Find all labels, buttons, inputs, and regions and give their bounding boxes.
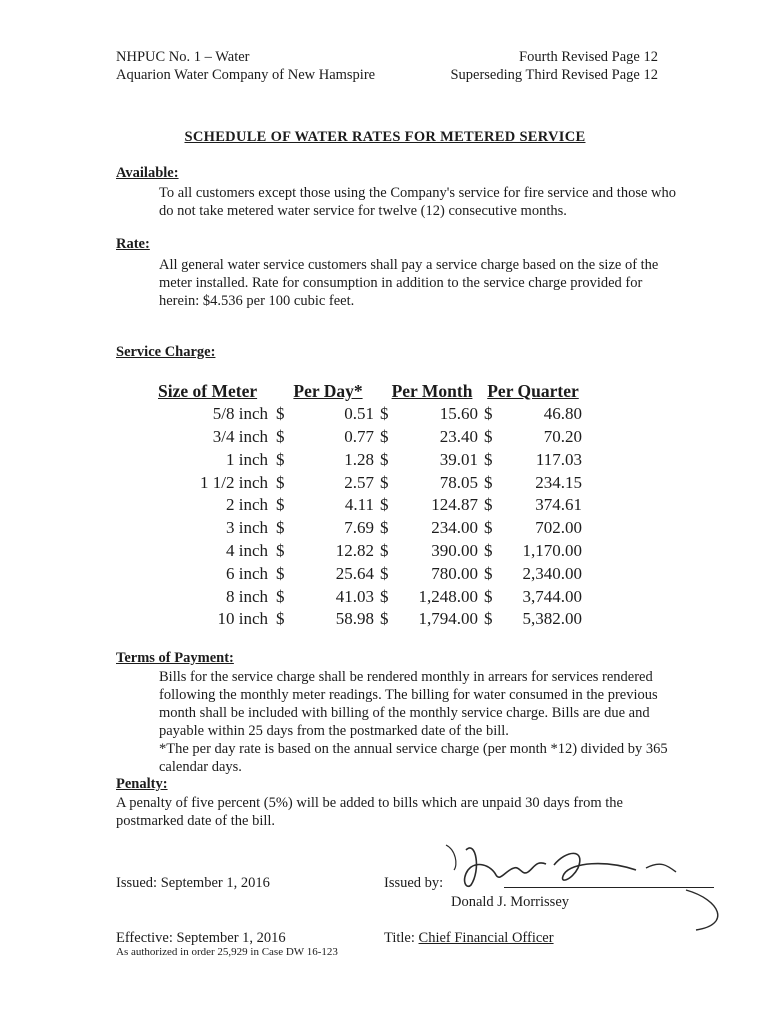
per-day-cell: 0.51 — [344, 404, 374, 424]
currency-symbol: $ — [380, 449, 389, 469]
currency-symbol: $ — [380, 472, 389, 492]
currency-symbol: $ — [276, 404, 285, 424]
currency-symbol: $ — [484, 586, 493, 606]
meter-size-cell: 6 inch — [225, 563, 268, 583]
rate-heading: Rate: — [116, 236, 150, 252]
available-text: To all customers except those using the Company's service for fire service and those who do not take metered water service for twelve (12) consecutive months. — [159, 185, 677, 219]
table-header-row — [158, 380, 582, 403]
currency-symbol: $ — [380, 495, 389, 515]
table-row — [158, 471, 582, 494]
signer-title — [384, 929, 554, 947]
currency-symbol: $ — [484, 472, 493, 492]
meter-size-cell: 1 1/2 inch — [200, 472, 268, 492]
currency-symbol: $ — [380, 586, 389, 606]
penalty-text: A penalty of five percent (5%) will be added to bills which are unpaid 30 days from the postmarked date of the bill. — [116, 795, 623, 829]
currency-symbol: $ — [276, 518, 285, 538]
currency-symbol: $ — [484, 404, 493, 424]
table-row — [158, 562, 582, 585]
table-row — [158, 540, 582, 563]
per-month-cell: 390.00 — [431, 540, 478, 560]
per-day-cell: 0.77 — [344, 426, 374, 446]
currency-symbol: $ — [484, 609, 493, 629]
tariff-number: NHPUC No. 1 – Water — [116, 49, 250, 65]
table-row — [158, 448, 582, 471]
currency-symbol: $ — [484, 518, 493, 538]
meter-size-cell: 5/8 inch — [212, 404, 268, 424]
currency-symbol: $ — [380, 518, 389, 538]
per-month-cell: 1,794.00 — [418, 609, 478, 629]
terms-heading: Terms of Payment: — [116, 650, 234, 666]
currency-symbol: $ — [380, 404, 389, 424]
per-quarter-cell: 374.61 — [535, 495, 582, 515]
currency-symbol: $ — [484, 426, 493, 446]
currency-symbol: $ — [484, 449, 493, 469]
meter-size-cell: 1 inch — [225, 449, 268, 469]
meter-size-cell: 4 inch — [225, 540, 268, 560]
per-quarter-cell: 3,744.00 — [522, 586, 582, 606]
table-body — [158, 403, 582, 631]
authorization-note: As authorized in order 25,929 in Case DW 16-123 — [116, 946, 338, 958]
title-label: Title: — [384, 930, 419, 946]
meter-size-cell: 8 inch — [225, 586, 268, 606]
table-row — [158, 517, 582, 540]
company-name: Aquarion Water Company of New Hamspire — [116, 67, 376, 83]
per-day-cell: 1.28 — [344, 449, 374, 469]
terms-text: Bills for the service charge shall be rendered monthly in arrears for services rendered following the monthly meter readings. The billing for water consumed in the previous month shall be included with billing of the monthly service charge. Bills are due and payable within 25 days from the postmarked date of the bill. *The per day rate is based on the annual service charge (per month *12) divided by 365 calendar days. — [159, 669, 668, 775]
per-quarter-cell: 234.15 — [535, 472, 582, 492]
col-per-month: Per Month — [391, 380, 473, 401]
penalty-heading: Penalty: — [116, 776, 168, 792]
currency-symbol: $ — [484, 495, 493, 515]
available-heading: Available: — [116, 165, 179, 181]
issued-by-label: Issued by: — [384, 875, 444, 891]
currency-symbol: $ — [276, 563, 285, 583]
currency-symbol: $ — [484, 540, 493, 560]
currency-symbol: $ — [276, 472, 285, 492]
currency-symbol: $ — [276, 540, 285, 560]
currency-symbol: $ — [276, 609, 285, 629]
table-row — [158, 403, 582, 426]
per-month-cell: 780.00 — [431, 563, 478, 583]
per-day-cell: 2.57 — [344, 472, 374, 492]
per-quarter-cell: 2,340.00 — [522, 563, 582, 583]
per-quarter-cell: 46.80 — [543, 404, 582, 424]
currency-symbol: $ — [276, 586, 285, 606]
per-quarter-cell: 117.03 — [535, 449, 582, 469]
per-quarter-cell: 1,170.00 — [522, 540, 582, 560]
table-row — [158, 585, 582, 608]
title-value: Chief Financial Officer — [418, 930, 554, 946]
table-row — [158, 608, 582, 631]
rate-text: All general water service customers shall pay a service charge based on the size of the meter installed. Rate for consumption in addition to the service charge provided for herein: $4.536 per 100 cubic feet. — [159, 257, 659, 309]
per-quarter-cell: 70.20 — [543, 426, 582, 446]
effective-date: Effective: September 1, 2016 — [116, 930, 286, 946]
col-size-of-meter: Size of Meter — [158, 380, 258, 401]
per-day-cell: 4.11 — [344, 495, 374, 515]
meter-size-cell: 2 inch — [225, 495, 268, 515]
service-charge-heading: Service Charge: — [116, 344, 216, 360]
currency-symbol: $ — [276, 495, 285, 515]
page-title: SCHEDULE OF WATER RATES FOR METERED SERVICE — [184, 129, 586, 145]
per-month-cell: 1,248.00 — [418, 586, 478, 606]
page-revision: Fourth Revised Page 12 — [519, 49, 658, 65]
per-month-cell: 78.05 — [439, 472, 478, 492]
issued-date: Issued: September 1, 2016 — [116, 875, 270, 891]
meter-size-cell: 3 inch — [225, 518, 268, 538]
per-quarter-cell: 5,382.00 — [522, 609, 582, 629]
currency-symbol: $ — [276, 449, 285, 469]
currency-symbol: $ — [380, 563, 389, 583]
currency-symbol: $ — [380, 426, 389, 446]
per-day-cell: 12.82 — [335, 540, 374, 560]
currency-symbol: $ — [484, 563, 493, 583]
superseding-revision: Superseding Third Revised Page 12 — [450, 67, 658, 83]
col-per-day: Per Day* — [293, 380, 363, 401]
service-charge-table — [158, 380, 582, 631]
per-day-cell: 25.64 — [335, 563, 374, 583]
per-month-cell: 234.00 — [431, 518, 478, 538]
per-day-cell: 41.03 — [335, 586, 374, 606]
meter-size-cell: 10 inch — [217, 609, 268, 629]
signer-name: Donald J. Morrissey — [451, 894, 570, 910]
per-month-cell: 15.60 — [439, 404, 478, 424]
handwritten-signature — [436, 830, 736, 940]
table-row — [158, 426, 582, 449]
col-per-quarter: Per Quarter — [487, 380, 579, 401]
header-right — [442, 48, 658, 84]
currency-symbol: $ — [380, 609, 389, 629]
currency-symbol: $ — [276, 426, 285, 446]
meter-size-cell: 3/4 inch — [212, 426, 268, 446]
currency-symbol: $ — [380, 540, 389, 560]
per-day-cell: 58.98 — [335, 609, 374, 629]
per-month-cell: 39.01 — [439, 449, 478, 469]
per-month-cell: 23.40 — [439, 426, 478, 446]
per-day-cell: 7.69 — [344, 518, 374, 538]
per-month-cell: 124.87 — [431, 495, 478, 515]
signature-line — [504, 887, 714, 888]
per-quarter-cell: 702.00 — [535, 518, 582, 538]
header-left — [116, 48, 375, 84]
table-row — [158, 494, 582, 517]
